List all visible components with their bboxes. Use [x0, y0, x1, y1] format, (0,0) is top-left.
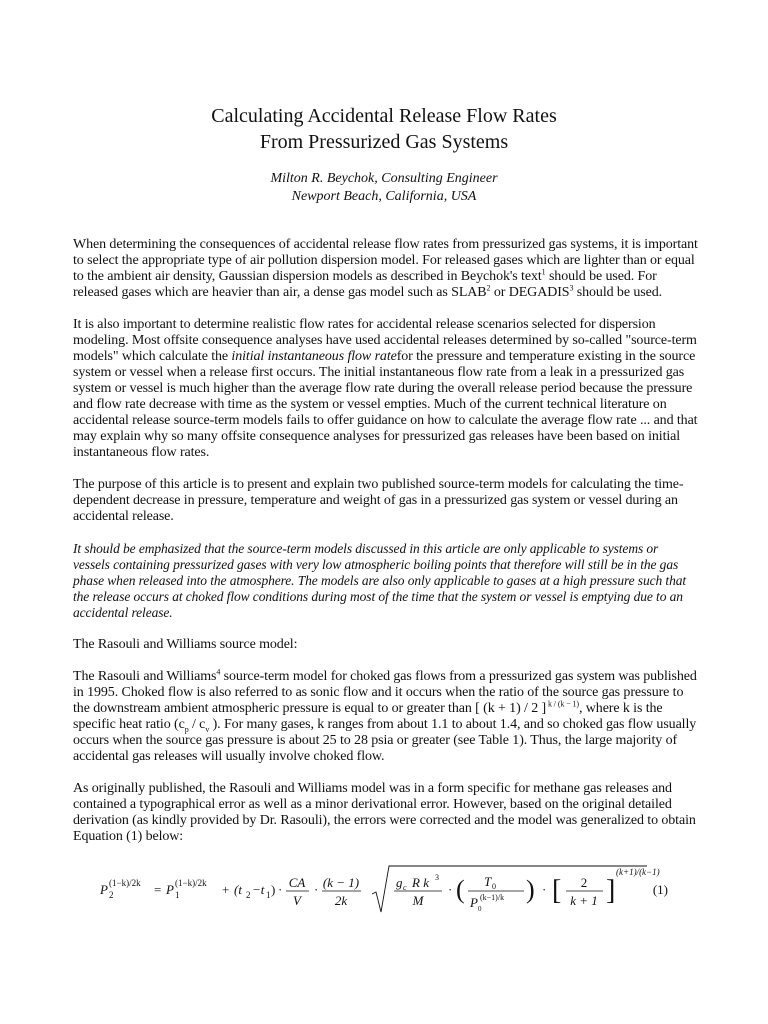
svg-text:1: 1	[175, 890, 180, 900]
svg-text:(: (	[456, 875, 465, 904]
section-heading: The Rasouli and Williams source model:	[73, 637, 298, 652]
title-line-1: Calculating Accidental Release Flow Rates	[211, 105, 557, 127]
paragraph-rasouli-model: The Rasouli and Williams$^4$ source-term model for choked gas flows from a pressurized gas system was published in 1995. Choked flow is also referred to as sonic flow and it occurs when the ratio of the source gas pressure to the downstream ambient atmospheric pressure is equal to or greater than [ (k + 1) / 2 ] $^{k / (k - 1)}$, where k is the specific heat ratio ($c_p / c_v$ ). For many gases, k ranges from about 1.1 to about 1.4, and so choked gas flow usually occurs when the source gas pressure is about 25 to 28 psia or greater (see Table 1). Thus, the large majority of accidental gas releases will usually involve choked flow.	[73, 667, 697, 764]
svg-text:·: ·	[278, 882, 283, 897]
equation-number: (1)	[652, 882, 668, 897]
svg-text:(1−k)/2k: (1−k)/2k	[109, 878, 141, 888]
svg-text:(k − 1): (k − 1)	[322, 875, 360, 890]
svg-text:): )	[271, 882, 276, 897]
author-name: Milton R. Beychok, Consulting Engineer	[270, 171, 498, 186]
svg-text:R k: R k	[412, 875, 429, 890]
svg-text:V: V	[293, 893, 301, 908]
eq-symbol: P	[100, 882, 108, 897]
author-affiliation: Newport Beach, California, USA	[291, 189, 477, 204]
svg-text:[: [	[552, 875, 562, 906]
title-line-2: From Pressurized Gas Systems	[259, 131, 509, 153]
paragraph-flow-rates: It is also important to determine realistic flow rates for accidental release scenarios selected for dispersion modeling. Most offsite consequence analyses have used accidental releases determined by so-called "source-term models" which calculate the initial instantaneous flow ratefor the pressure and temperature existing in the source system or vessel when a release first occurs. The initial instantaneous flow rate from a leak in a pressurized gas system or vessel is much higher than the average flow rate during the overall release period because the pressure and flow rate decrease with time as the system or vessel empties. Much of the current technical literature on accidental release source-term models fails to offer guidance on how to calculate the average flow rate ... and that may explain why so many offsite consequence analyses for pressurized gas releases have been based on initial instantaneous flow rates.	[73, 317, 698, 460]
paper-title	[0, 103, 768, 155]
equation-1	[100, 862, 670, 918]
reference-marker: 4	[216, 667, 221, 677]
exponent: k / (k − 1)	[546, 699, 579, 709]
svg-text:): )	[526, 875, 535, 904]
svg-text:P: P	[470, 895, 478, 910]
svg-text:2: 2	[580, 875, 588, 890]
paragraph-purpose: The purpose of this article is to present and explain two published source-term models for calculating the time-dependent decrease in pressure, temperature and weight of gas in a pressurized gas system or vessel during an accidental release.	[73, 477, 684, 524]
author-block	[0, 170, 768, 206]
svg-text:2k: 2k	[334, 893, 348, 908]
svg-text:1: 1	[266, 890, 271, 900]
svg-text:(k+1)/(k−1): (k+1)/(k−1)	[616, 867, 660, 877]
svg-text:c: c	[403, 883, 407, 892]
svg-text:(1−k)/2k: (1−k)/2k	[175, 878, 207, 888]
paragraph-correction: As originally published, the Rasouli and Williams model was in a form specific for methane gas releases and contained a typographical error as well as a minor derivational error. However, based on the original detailed derivation (as kindly provided by Dr. Rasouli), the errors were corrected and the model was generalized to obtain Equation (1) below:	[73, 781, 696, 844]
svg-text:T: T	[484, 874, 492, 889]
svg-text:2: 2	[246, 890, 251, 900]
svg-text:M: M	[412, 893, 424, 908]
svg-text:CA: CA	[288, 875, 306, 890]
svg-text:·: ·	[314, 882, 319, 897]
reference-marker: 2	[486, 283, 491, 293]
svg-text:3: 3	[435, 873, 439, 882]
paragraph-intro: When determining the consequences of accidental release flow rates from pressurized gas systems, it is important to select the appropriate type of air pollution dispersion model. For released gases which are lighter than or equal to the ambient air density, Gaussian dispersion models as described in Beychok's text$^1$ should be used. For released gases which are heavier than air, a dense gas model such as SLAB$^2$ or DEGADIS$^3$ should be used.	[73, 237, 698, 300]
svg-text:(t: (t	[234, 882, 242, 897]
svg-text:+: +	[222, 882, 230, 897]
paragraph-emphasis: It should be emphasized that the source-term models discussed in this article are only applicable to systems or vessels containing pressurized gases with very low atmospheric boiling points that therefore will still be in the gas phase when released into the atmosphere. The models are also only applicable to gases at a high pressure such that the release occurs at choked flow conditions during most of the time that the system or vessel is emptying due to an accidental release.	[73, 541, 687, 620]
reference-marker: 3	[569, 283, 574, 293]
svg-text:]: ]	[606, 875, 616, 906]
svg-text:=: =	[154, 882, 162, 897]
svg-text:0: 0	[492, 882, 496, 891]
svg-text:·: ·	[542, 882, 547, 897]
italic-term: initial instantaneous flow rate	[231, 349, 397, 364]
svg-text:−t: −t	[252, 882, 265, 897]
svg-text:P: P	[166, 882, 174, 897]
svg-text:2: 2	[109, 890, 114, 900]
svg-text:g: g	[396, 875, 403, 890]
svg-text:(k−1)/k: (k−1)/k	[480, 893, 505, 902]
article-body	[73, 237, 698, 861]
svg-text:·: ·	[448, 882, 453, 897]
reference-marker: 1	[541, 267, 546, 277]
svg-text:k + 1: k + 1	[570, 893, 598, 908]
svg-text:0: 0	[478, 905, 482, 913]
